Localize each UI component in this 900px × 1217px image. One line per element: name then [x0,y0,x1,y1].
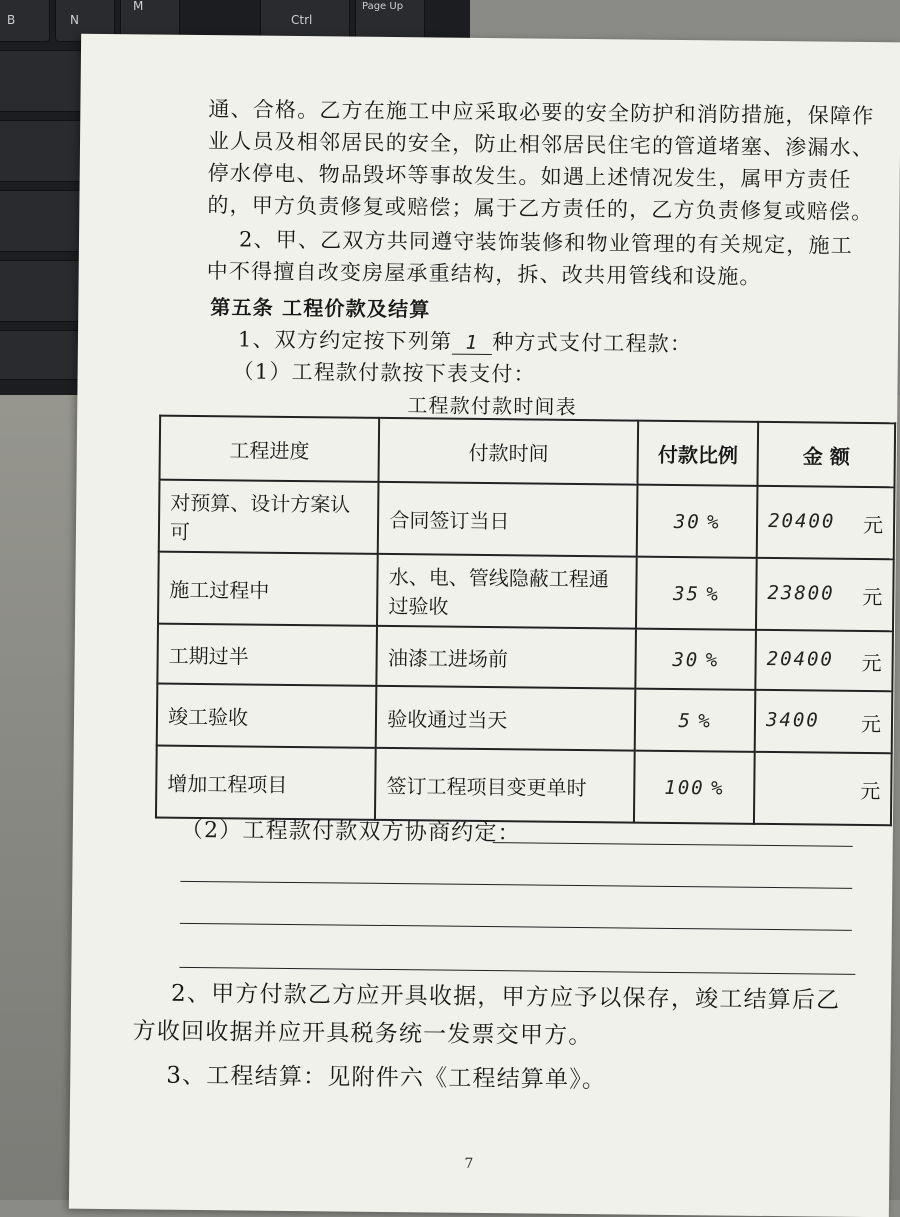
contract-page [69,34,900,1217]
clause-1-suffix: 种方式支付工程款： [492,330,693,357]
section-title: 第五条 工程价款及结算 [210,295,431,322]
cell-amount: 元 [754,752,892,825]
paragraph-line: 的，甲方负责修复或赔偿；属于乙方责任的，乙方负责修复或赔偿。 [207,193,874,225]
keyboard-key: Page Up [355,0,425,42]
cell-amount: 20400 元 [757,486,895,559]
clause-2-line: 方收回收据并应开具税务统一发票交甲方。 [132,1018,593,1050]
fill-in-line [180,923,852,931]
header-ratio: 付款比例 [638,421,758,486]
paragraph-line: 停水停电、物品毁坏等事故发生。如遇上述情况发生，属甲方责任 [207,161,852,192]
filled-option-number: 1 [452,332,492,355]
cell-ratio: 100 % [634,751,755,824]
table-row [157,684,893,754]
cell-stage: 增加工程项目 [156,746,376,820]
cell-time: 合同签订当日 [378,482,638,557]
table-caption: 工程款付款时间表 [407,393,578,419]
clause-3: 3、工程结算：见附件六《工程结算单》。 [166,1062,607,1094]
clause-1-sub: （1）工程款付款按下表支付： [232,359,536,387]
fill-in-line [493,842,853,847]
clause-2-line: 2、甲方付款乙方应开具收据，甲方应予以保存，竣工结算后乙 [170,980,841,1014]
payment-schedule-table [155,415,896,827]
cell-time: 水、电、管线隐蔽工程通过验收 [377,554,637,629]
cell-amount: 20400 元 [755,630,893,691]
cell-time: 油漆工进场前 [377,626,637,689]
header-stage: 工程进度 [160,416,380,482]
cell-time: 签订工程项目变更单时 [375,748,635,823]
cell-ratio: 5 % [635,689,755,752]
cell-stage: 工期过半 [157,624,377,686]
table-row [157,624,893,692]
cell-stage: 对预算、设计方案认可 [159,480,379,554]
clause-1 [238,323,692,358]
paragraph-line: 通、合格。乙方在施工中应采取必要的安全防护和消防措施，保障作 [208,97,875,129]
cell-ratio: 30 % [636,629,756,690]
cell-amount: 3400 元 [755,690,893,753]
cell-ratio: 35 % [636,557,757,630]
table-row [159,480,895,560]
clause-1-prefix: 1、双方约定按下列第 [237,327,453,354]
table-row [158,552,894,632]
keyboard-key: B [0,0,50,42]
paragraph-line: 中不得擅自改变房屋承重结构，拆、改共用管线和设施。 [206,259,762,289]
header-amount: 金 额 [758,422,896,487]
keyboard-key: N [55,0,115,42]
keyboard-key: M [120,0,180,42]
cell-time: 验收通过当天 [376,686,636,751]
paragraph-line: 业人员及相邻居民的安全，防止相邻居民住宅的管道堵塞、渗漏水、 [207,129,875,161]
keyboard-key: Ctrl [260,0,350,42]
cell-amount: 23800 元 [756,558,894,631]
header-time: 付款时间 [379,418,639,485]
cell-stage: 施工过程中 [158,552,378,626]
page-number: 7 [464,1155,474,1172]
fill-in-line [180,881,852,889]
clause-1-2: （2）工程款付款双方协商约定： [180,817,521,847]
cell-ratio: 30 % [637,485,758,558]
paragraph-line: 2、甲、乙双方共同遵守装饰装修和物业管理的有关规定，施工 [238,227,854,258]
fill-in-line [179,967,855,975]
table-header-row [160,416,896,488]
cell-stage: 竣工验收 [157,684,377,748]
